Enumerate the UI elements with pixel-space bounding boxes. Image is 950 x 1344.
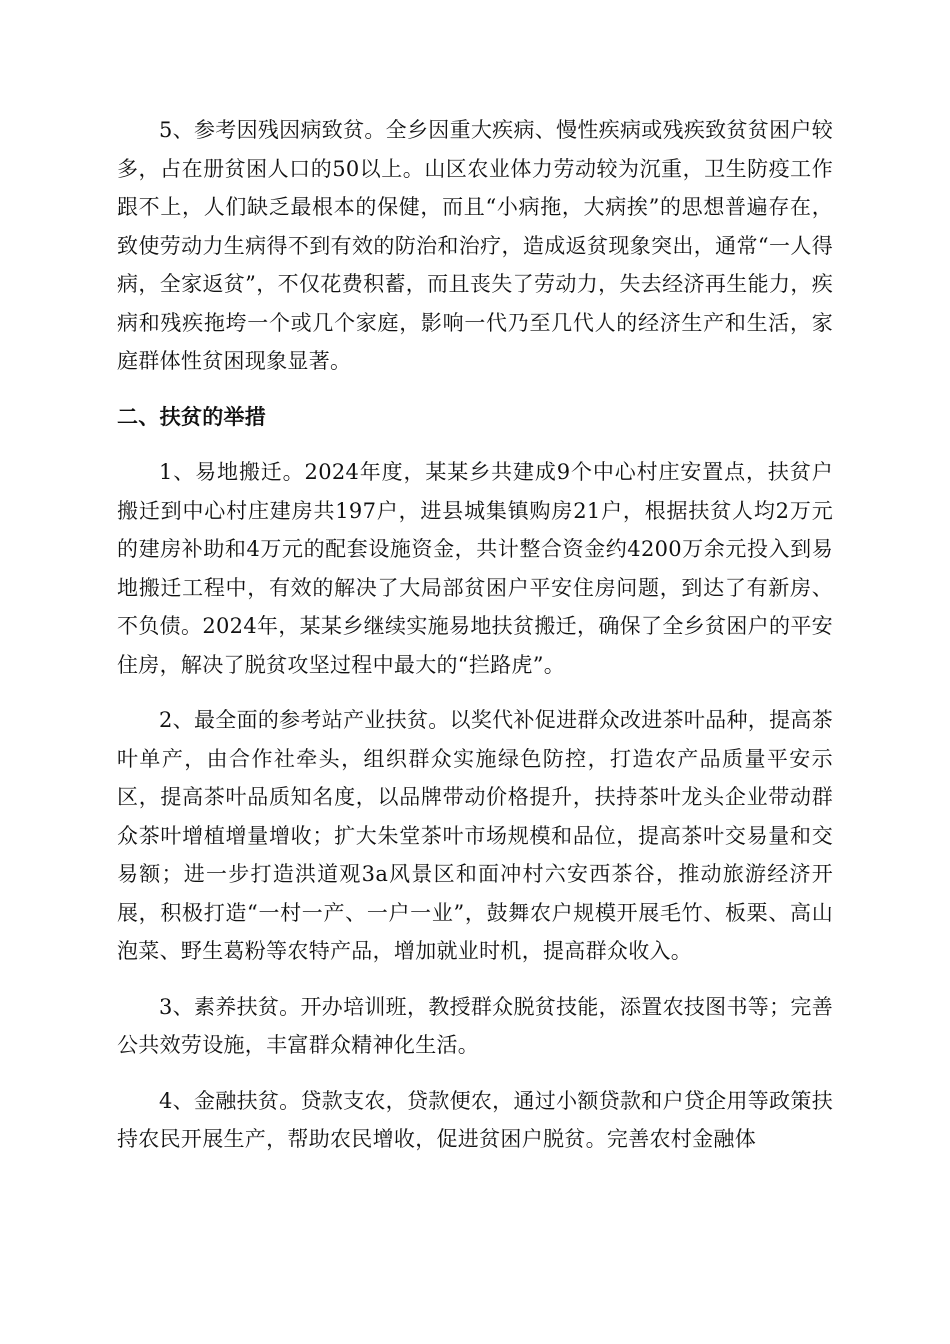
paragraph-spacer (117, 971, 833, 988)
paragraph-measure-relocation: 1、易地搬迁。2024年度，某某乡共建成9个中心村庄安置点，扶贫户搬迁到中心村庄建房共197户，进县城集镇购房21户，根据扶贫人均2万元的建房补助和4万元的配套设施资金，共计整合资金约4200万余元投入到易地搬迁工程中，有效的解决了大局部贫困户平安住房问题，到达了有新房、不负债。2024年，某某乡继续实施易地扶贫搬迁，确保了全乡贫困户的平安住房，解决了脱贫攻坚过程中最大的“拦路虎”。 (117, 460, 833, 677)
paragraph-measure-finance: 4、金融扶贫。贷款支农，贷款便农，通过小额贷款和户贷企用等政策扶持农民开展生产，帮助农民增收，促进贫困户脱贫。完善农村金融体 (117, 1088, 833, 1151)
paragraph-measure-education: 3、素养扶贫。开办培训班，教授群众脱贫技能，添置农技图书等；完善公共效劳设施，丰富群众精神化生活。 (117, 994, 833, 1057)
paragraph-measure-industry: 2、最全面的参考站产业扶贫。以奖代补促进群众改进茶叶品种，提高茶叶单产，由合作社牵头，组织群众实施绿色防控，打造农产品质量平安示区，提高茶叶品质知名度，以品牌带动价格提升，扶持茶叶龙头企业带动群众茶叶增植增量增收；扩大朱堂茶叶市场规模和品位，提高茶叶交易量和交易额；进一步打造洪道观3a风景区和面冲村六安西茶谷，推动旅游经济开展，积极打造“一村一产、一户一业”，鼓舞农户规模开展毛竹、板栗、高山泡菜、野生葛粉等农特产品，增加就业时机，提高群众收入。 (117, 708, 833, 963)
paragraph-spacer (117, 436, 833, 453)
paragraph-poverty-cause-illness: 5、参考因残因病致贫。全乡因重大疾病、慢性疾病或残疾致贫贫困户较多，占在册贫困人口的50以上。山区农业体力劳动较为沉重，卫生防疫工作跟不上，人们缺乏最根本的保健，而且“小病拖，大病挨”的思想普遍存在，致使劳动力生病得不到有效的防治和治疗，造成返贫现象突出，通常“一人得病，全家返贫”，不仅花费积蓄，而且丧失了劳动力，失去经济再生能力，疾病和残疾拖垮一个或几个家庭，影响一代乃至几代人的经济生产和生活，家庭群体性贫困现象显著。 (117, 118, 833, 373)
paragraph-spacer (117, 684, 833, 701)
paragraph-spacer (117, 1065, 833, 1082)
section-heading-measures: 二、扶贫的举措 (117, 403, 267, 429)
document-body (117, 111, 833, 1159)
paragraph-spacer (117, 381, 833, 398)
